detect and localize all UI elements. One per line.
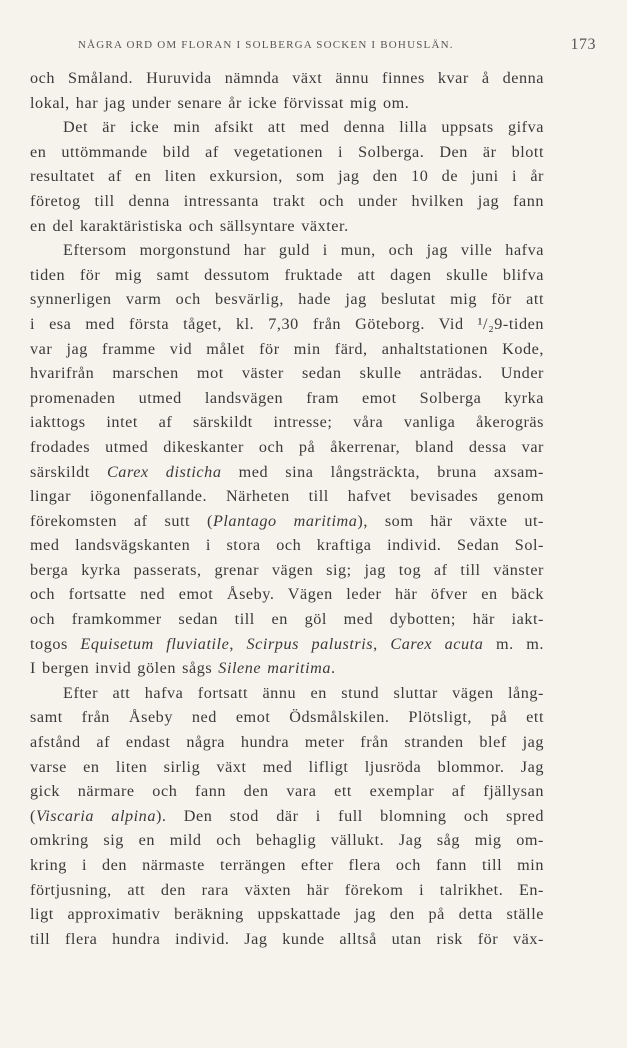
- species-name: Carex acuta: [390, 634, 484, 653]
- text-line: hvarifrån marschen mot väster sedan skulle anträdas. Under: [30, 364, 544, 383]
- running-title: NÅGRA ORD OM FLORAN I SOLBERGA SOCKEN I BOHUSLÄN.: [78, 39, 454, 51]
- text-line: särskildt Carex disticha med sina långsträckta, bruna axsam-: [30, 462, 544, 481]
- text-line: och Småland. Huruvida nämnda växt ännu finnes kvar å denna: [30, 69, 544, 87]
- text-line: en uttömmande bild af vegetationen i Solberga. Den är blott: [30, 142, 544, 161]
- text-line: en del karaktäristiska och sällsyntare växter.: [30, 216, 349, 235]
- text-line: lokal, har jag under senare år icke förvissat mig om.: [30, 93, 410, 112]
- text-line: förtjusning, att den rara växten här förekom i talrikhet. En-: [30, 880, 544, 899]
- text-line: I bergen invid gölen sågs Silene maritima.: [30, 659, 336, 678]
- text-line: och framkommer sedan till en göl med dybotten; här iakt-: [30, 610, 544, 629]
- species-name: Scirpus palustris: [246, 634, 374, 653]
- page-header: [30, 36, 596, 56]
- text-line: i esa med första tåget, kl. 7,30 från Göteborg. Vid ¹/₂9-tiden: [30, 314, 544, 333]
- text-line: och fortsatte ned emot Åseby. Vägen leder här öfver en bäck: [30, 585, 544, 604]
- text-line: lingar iögonenfallande. Närheten till hafvet bevisades genom: [30, 487, 544, 506]
- species-name: Carex disticha: [106, 462, 222, 481]
- text-line: Det är icke min afsikt att med denna lilla uppsats gifva: [63, 118, 544, 137]
- text-line: iakttogs intet af särskildt intresse; våra vanliga åkerogräs: [30, 413, 544, 432]
- text-line: omkring sig en mild och behaglig vällukt. Jag såg mig om-: [30, 831, 544, 850]
- species-name: Equisetum fluviatile: [80, 634, 230, 653]
- text-line: tiden för mig samt dessutom fruktade att dagen skulle blifva: [30, 265, 544, 284]
- text-line: ligt approximativ beräkning uppskattade jag den på detta ställe: [30, 905, 544, 924]
- species-name: Silene maritima: [218, 659, 332, 678]
- text-line: var jag framme vid målet för min färd, anhaltstationen Kode,: [30, 339, 544, 358]
- text-line: med landsvägskanten i stora och kraftiga individ. Sedan Sol-: [30, 536, 544, 555]
- text-line: togos Equisetum fluviatile, Scirpus palustris, Carex acuta m. m.: [30, 634, 544, 653]
- text-line: promenaden utmed landsvägen fram emot Solberga kyrka: [30, 388, 544, 407]
- text-line: Efter att hafva fortsatt ännu en stund sluttar vägen lång-: [63, 683, 544, 702]
- text-line: (Viscaria alpina). Den stod där i full blomning och spred: [30, 806, 544, 825]
- text-line: gick närmare och fann den vara ett exemplar af fjällysan: [30, 782, 544, 801]
- text-line: synnerligen varm och besvärlig, hade jag beslutat mig för att: [30, 290, 544, 309]
- text-line: förekomsten af sutt (Plantago maritima), som här växte ut-: [30, 511, 544, 530]
- text-line: varse en liten sirlig växt med lifligt ljusröda blommor. Jag: [30, 757, 544, 776]
- body-text: [30, 66, 544, 951]
- text-line: samt från Åseby ned emot Ödsmålskilen. Plötsligt, på ett: [30, 708, 544, 727]
- text-line: företog till denna intressanta trakt och under hvilken jag fann: [30, 191, 544, 210]
- text-line: Eftersom morgonstund har guld i mun, och jag ville hafva: [63, 241, 544, 260]
- text-line: kring i den närmaste terrängen efter flera och fann till min: [30, 856, 544, 874]
- species-name: Viscaria alpina: [35, 806, 156, 825]
- text-line: till flera hundra individ. Jag kunde alltså utan risk för väx-: [30, 929, 544, 948]
- page-number: 173: [570, 36, 596, 53]
- text-line: berga kyrka passerats, grenar vägen sig; jag tog af till vänster: [30, 560, 544, 579]
- species-name: Plantago maritima: [212, 511, 358, 530]
- text-line: frodades utmed dikeskanter och på åkerrenar, bland dessa var: [30, 437, 544, 456]
- text-line: resultatet af en liten exkursion, som jag den 10 de juni i år: [30, 167, 544, 186]
- text-line: afstånd af endast några hundra meter från stranden blef jag: [30, 733, 544, 752]
